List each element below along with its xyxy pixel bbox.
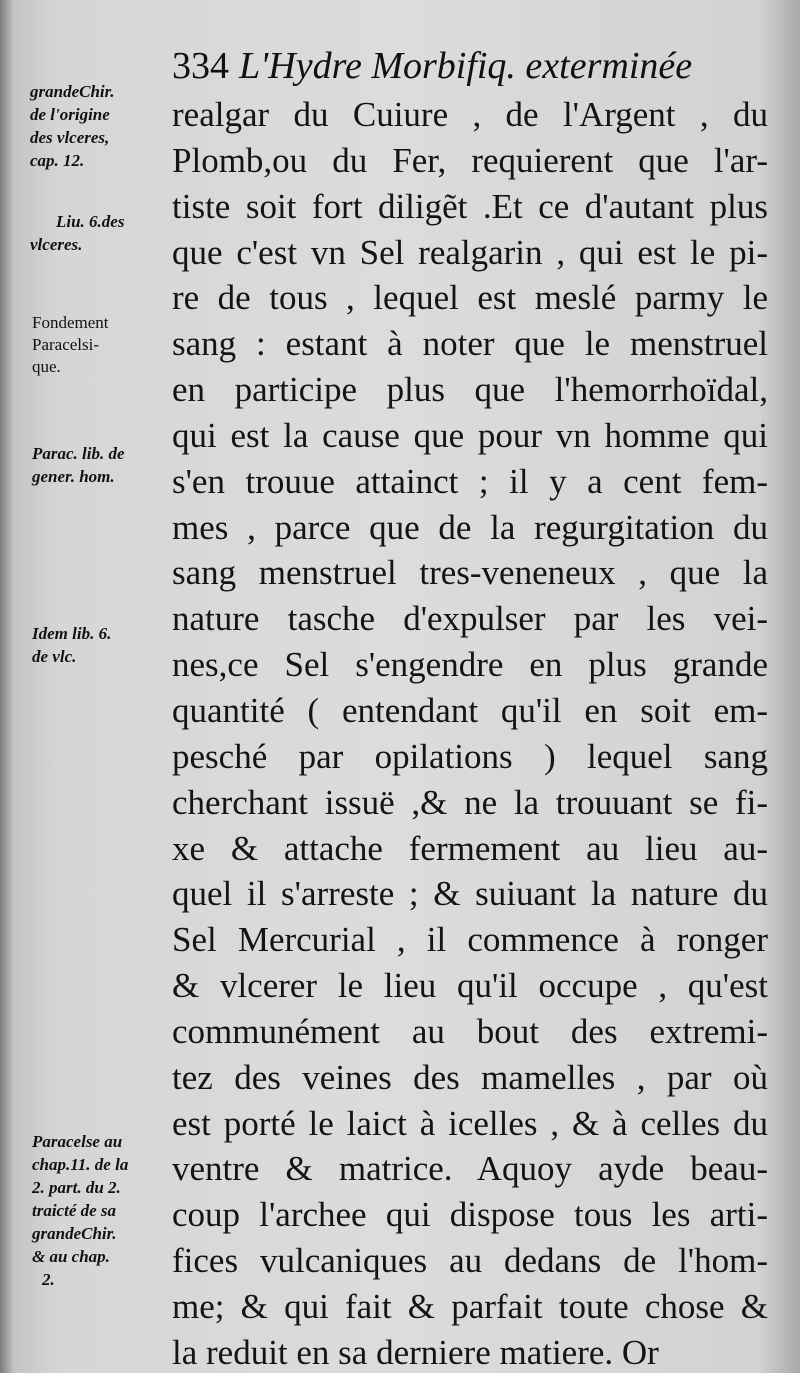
margin-note-line: & au chap. — [32, 1247, 110, 1266]
text-line: re de tous , lequel est meslé parmy le — [172, 278, 768, 318]
text-line: quantité ( entendant qu'il en soit em- — [172, 690, 768, 730]
margin-note-line: 2. — [42, 1270, 55, 1289]
text-line: tiste soit fort diligẽt .Et ce d'autant plus — [172, 186, 768, 226]
margin-note-3 — [32, 312, 109, 378]
text-line: tez des veines des mamelles , par où — [172, 1057, 768, 1097]
margin-note-line: de l'origine — [30, 105, 110, 124]
margin-note-line: Paracelsi- — [32, 335, 100, 354]
text-line: communément au bout des extremi- — [172, 1011, 768, 1051]
margin-note-line: 2. part. du 2. — [32, 1178, 121, 1197]
text-line: xe & attache fermement au lieu au- — [172, 828, 768, 868]
text-line: en participe plus que l'hemorrhoïdal, — [172, 370, 768, 410]
page-header — [172, 40, 772, 92]
margin-note-5 — [32, 622, 111, 668]
margin-note-line: de vlc. — [32, 647, 77, 666]
margin-note-line: Idem lib. 6. — [32, 624, 112, 643]
text-line: Plomb,ou du Fer, requierent que l'ar- — [172, 140, 768, 180]
text-line: realgar du Cuiure , de l'Argent , du — [172, 95, 768, 134]
text-line: cherchant issuë ,& ne la trouuant se fi- — [172, 782, 768, 822]
text-line: est porté le laict à icelles , & à celles du — [172, 1103, 768, 1143]
text-line: que c'est vn Sel realgarin , qui est le pi- — [172, 232, 768, 272]
margin-note-line: Paracelse au — [32, 1132, 123, 1151]
running-title: L'Hydre Morbifiq. exterminée — [239, 45, 693, 87]
text-line: pesché par opilations ) lequel sang — [172, 736, 768, 776]
margin-note-line: Fondement — [32, 313, 109, 332]
margin-note-6 — [32, 1130, 128, 1291]
text-line: nature tasche d'expulser par les vei- — [172, 599, 768, 639]
margin-note-line: Parac. lib. de — [32, 444, 125, 463]
text-line: sang menstruel tres-veneneux , que la — [172, 553, 768, 593]
margin-note-line: chap.11. de la — [32, 1155, 129, 1174]
margin-note-line: grandeChir. — [30, 82, 115, 101]
text-line: s'en trouue attainct ; il y a cent fem- — [172, 461, 768, 501]
margin-note-1 — [30, 80, 115, 172]
margin-note-line: gener. hom. — [32, 467, 115, 486]
margin-note-2 — [30, 210, 125, 256]
margin-note-line: vlceres. — [30, 235, 83, 254]
margin-note-line: Liu. 6.des — [56, 212, 125, 231]
text-line: quel il s'arreste ; & suiuant la nature du — [172, 874, 768, 914]
margin-notes — [0, 0, 170, 1373]
text-line: coup l'archee qui dispose tous les arti- — [172, 1195, 768, 1235]
text-line: la reduit en sa derniere matiere. Or — [172, 1332, 659, 1372]
margin-note-line: des vlceres, — [30, 128, 110, 147]
text-line: qui est la cause que pour vn homme qui — [172, 415, 768, 455]
margin-note-line: traicté de sa — [32, 1201, 117, 1220]
margin-note-line: que. — [32, 357, 61, 376]
margin-note-4 — [32, 442, 125, 488]
margin-note-line: cap. 12. — [30, 151, 85, 170]
text-line: me; & qui fait & parfait toute chose & — [172, 1286, 768, 1326]
page-number: 334 — [172, 45, 229, 87]
body-text — [172, 92, 768, 1373]
text-line: mes , parce que de la regurgitation du — [172, 507, 768, 547]
text-line: & vlcerer le lieu qu'il occupe , qu'est — [172, 966, 768, 1006]
text-line: sang : estant à noter que le menstruel — [172, 324, 768, 364]
text-line: Sel Mercurial , il commence à ronger — [172, 920, 768, 960]
text-line: nes,ce Sel s'engendre en plus grande — [172, 645, 768, 685]
margin-note-line: grandeChir. — [32, 1224, 117, 1243]
text-line: ventre & matrice. Aquoy ayde beau- — [172, 1149, 768, 1189]
text-line: fices vulcaniques au dedans de l'hom- — [172, 1241, 768, 1281]
